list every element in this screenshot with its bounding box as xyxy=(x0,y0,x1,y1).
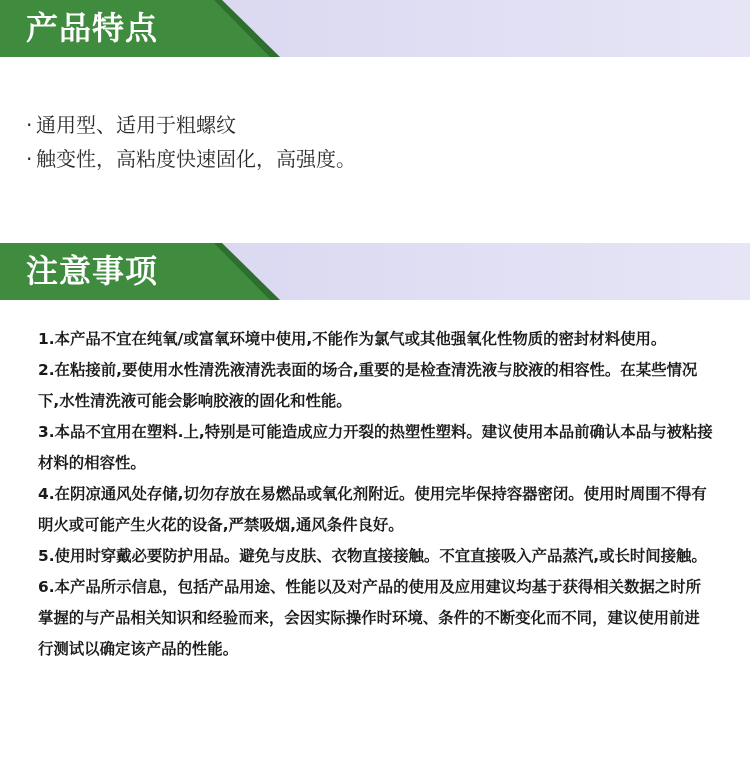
feature-item xyxy=(26,108,726,142)
feature-item xyxy=(26,142,726,176)
notice-item: 6.本产品所示信息，包括产品用途、性能以及对产品的使用及应用建议均基于获得相关数据之时所掌握的与产品相关知识和经验而来，会因实际操作时环境、条件的不断变化而不同，建议使用前进行测试以确定该产品的性能。 xyxy=(38,578,701,658)
notice-list xyxy=(38,324,714,665)
notice-item: 3.本品不宜用在塑料.上,特别是可能造成应力开裂的热塑性塑料。建议使用本品前确认本品与被粘接材料的相容性。 xyxy=(38,423,713,472)
notice-item: 1.本产品不宜在纯氧/或富氧环境中使用,不能作为氯气或其他强氧化性物质的密封材料使用。 xyxy=(38,330,667,348)
notice-banner xyxy=(0,243,750,300)
feature-text: 通用型、适用于粗螺纹 xyxy=(36,113,236,137)
features-title: 产品特点 xyxy=(26,9,159,47)
bullet-dot: · xyxy=(26,147,33,171)
features-list xyxy=(26,108,726,176)
bullet-dot: · xyxy=(26,113,33,137)
notice-item: 5.使用时穿戴必要防护用品。避免与皮肤、衣物直接接触。不宜直接吸入产品蒸汽,或长时间接触。 xyxy=(38,547,707,565)
feature-text: 触变性，高粘度快速固化，高强度。 xyxy=(36,147,356,171)
notice-item: 2.在粘接前,要使用水性清洗液清洗表面的场合,重要的是检查清洗液与胶液的相容性。在某些情况下,水性清洗液可能会影响胶液的固化和性能。 xyxy=(38,361,698,410)
features-banner xyxy=(0,0,750,57)
notice-item: 4.在阴凉通风处存储,切勿存放在易燃品或氧化剂附近。使用完毕保持容器密闭。使用时周围不得有明火或可能产生火花的设备,严禁吸烟,通风条件良好。 xyxy=(38,485,707,534)
notice-title: 注意事项 xyxy=(26,252,159,290)
